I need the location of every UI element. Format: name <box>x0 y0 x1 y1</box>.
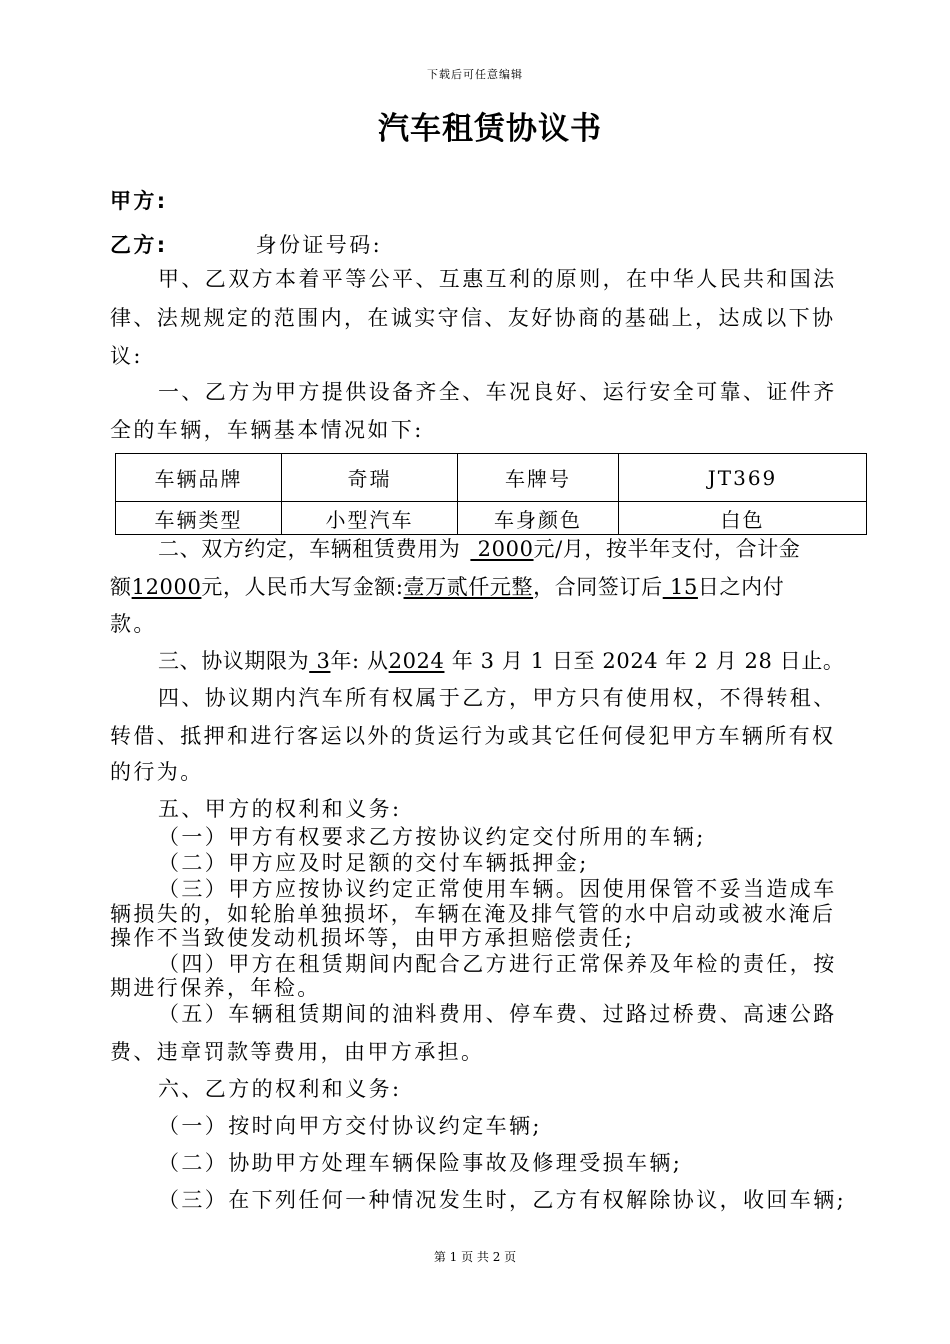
clause2-text: 元/月，按半年支付，合计金 <box>533 537 801 561</box>
clause1-line-2: 全的车辆，车辆基本情况如下: <box>110 418 424 442</box>
payment-days-value: 15 <box>662 575 698 599</box>
table-cell: 奇瑞 <box>282 454 458 502</box>
clause2-text: 元，人民币大写金额: <box>201 575 404 599</box>
header-note: 下载后可任意编辑 <box>427 68 523 81</box>
clause4-line-2: 转借、抵押和进行客运以外的货运行为或其它任何侵犯甲方车辆所有权 <box>110 724 836 748</box>
clause3-text: 年: 从 <box>330 649 389 673</box>
clause5-heading: 五、甲方的权利和义务: <box>158 797 402 821</box>
clause6-item-3: （三）在下列任何一种情况发生时，乙方有权解除协议，收回车辆; <box>158 1188 847 1212</box>
clause2-line-3: 款。 <box>110 612 157 636</box>
clause2-line-1 <box>110 534 855 564</box>
clause5-item-3-line-3: 操作不当致使发动机损坏等，由甲方承担赔偿责任; <box>110 926 635 950</box>
intro-line-1: 甲、乙双方本着平等公平、互惠互利的原则，在中华人民共和国法 <box>158 267 837 291</box>
table-row <box>116 454 867 502</box>
id-number-label: 身份证号码: <box>255 233 383 257</box>
document-title: 汽车租赁协议书 <box>378 111 602 147</box>
clause2-text: 额 <box>110 575 132 599</box>
intro-line-2: 律、法规规定的范围内，在诚实守信、友好协商的基础上，达成以下协 <box>110 306 836 330</box>
term-years-value: 3 <box>309 649 331 673</box>
clause5-item-1: （一）甲方有权要求乙方按协议约定交付所用的车辆; <box>158 825 706 849</box>
clause2-line-2 <box>110 572 855 602</box>
party-a-label: 甲方: <box>110 189 168 213</box>
page-footer: 第 1 页 共 2 页 <box>433 1250 517 1264</box>
table-row <box>116 502 867 535</box>
table-cell: JT369 <box>619 454 867 502</box>
clause5-item-2: （二）甲方应及时足额的交付车辆抵押金; <box>158 851 589 875</box>
vehicle-info-table <box>115 453 867 535</box>
start-year-value: 2024 <box>388 649 445 673</box>
clause1-line-1: 一、乙方为甲方提供设备齐全、车况良好、运行安全可靠、证件齐 <box>158 380 837 404</box>
clause3-line <box>110 646 855 676</box>
clause3-text: 年 3 月 1 日至 2024 年 2 月 28 日止。 <box>444 649 845 673</box>
clause4-line-1: 四、协议期内汽车所有权属于乙方，甲方只有使用权，不得转租、 <box>158 686 837 710</box>
total-amount-value: 12000 <box>131 575 202 599</box>
table-cell: 车身颜色 <box>458 502 619 535</box>
total-amount-upper: 壹万贰仟元整 <box>403 575 534 599</box>
clause5-item-4-line-1: （四）甲方在租赁期间内配合乙方进行正常保养及年检的责任，按 <box>158 952 837 976</box>
clause6-heading: 六、乙方的权利和义务: <box>158 1077 402 1101</box>
clause2-text: 日之内付 <box>697 575 785 599</box>
party-b-label: 乙方: <box>110 233 168 257</box>
intro-line-3: 议: <box>110 344 143 368</box>
clause5-item-3-line-1: （三）甲方应按协议约定正常使用车辆。因使用保管不妥当造成车 <box>158 877 837 901</box>
clause6-item-1: （一）按时向甲方交付协议约定车辆; <box>158 1114 542 1138</box>
clause2-text: 二、双方约定，车辆租赁费用为 <box>158 537 461 561</box>
clause6-item-2: （二）协助甲方处理车辆保险事故及修理受损车辆; <box>158 1151 683 1175</box>
party-b-line <box>110 230 855 260</box>
table-cell: 白色 <box>619 502 867 535</box>
table-cell: 小型汽车 <box>282 502 458 535</box>
clause5-item-5-line-2: 费、违章罚款等费用，由甲方承担。 <box>110 1040 485 1064</box>
table-cell: 车辆品牌 <box>116 454 282 502</box>
clause2-text: ，合同签订后 <box>533 575 663 599</box>
table-cell: 车牌号 <box>458 454 619 502</box>
clause5-item-3-line-2: 辆损失的，如轮胎单独损坏，车辆在淹及排气管的水中启动或被水淹后 <box>110 902 836 926</box>
clause5-item-5-line-1: （五）车辆租赁期间的油料费用、停车费、过路过桥费、高速公路 <box>158 1002 837 1026</box>
clause5-item-4-line-2: 期进行保养，年检。 <box>110 976 321 1000</box>
clause3-text: 三、协议期限为 <box>158 649 310 673</box>
monthly-fee-value: 2000 <box>470 537 534 561</box>
clause4-line-3: 的行为。 <box>110 760 204 784</box>
table-cell: 车辆类型 <box>116 502 282 535</box>
